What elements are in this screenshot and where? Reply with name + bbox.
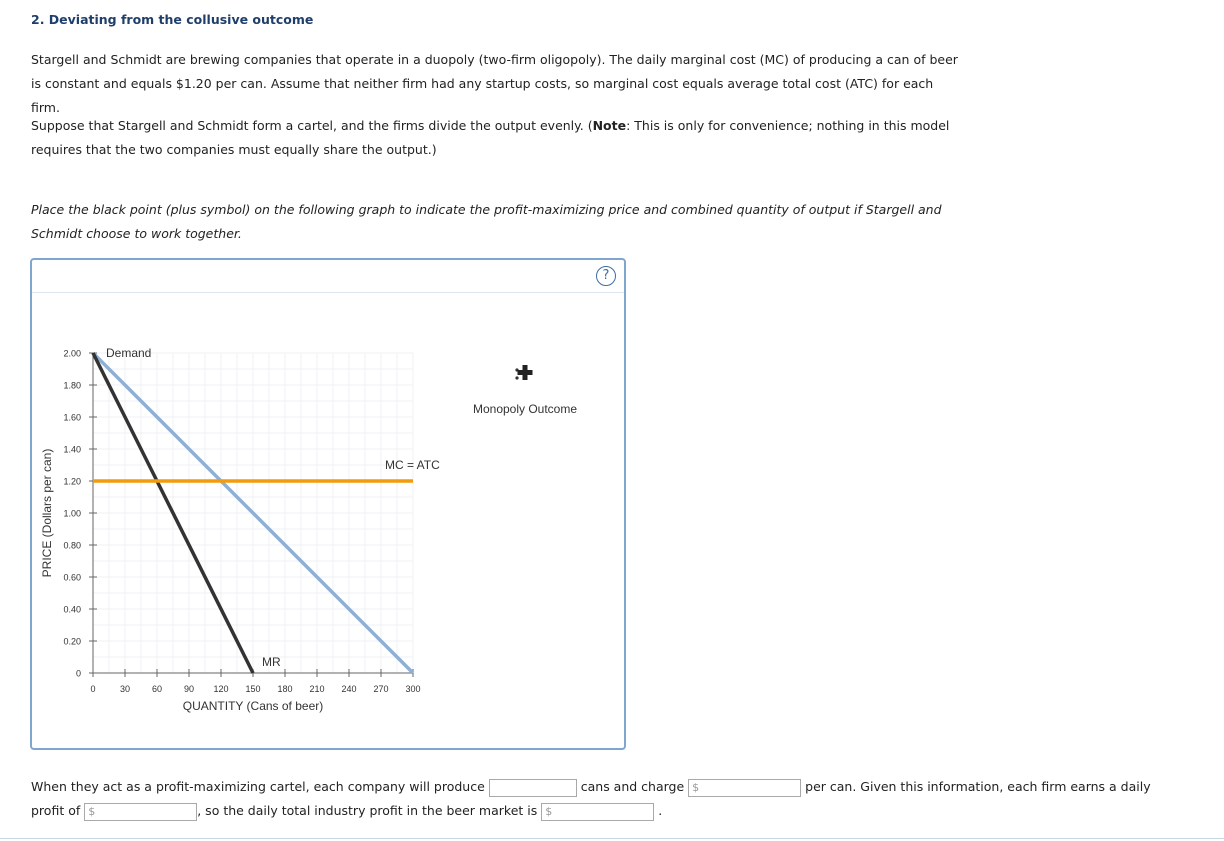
x-tick-label: 0 bbox=[90, 684, 96, 694]
price-currency: $ bbox=[692, 780, 700, 794]
plus-icon[interactable] bbox=[518, 365, 533, 380]
answer-text-1: When they act as a profit-maximizing cartel, each company will produce bbox=[31, 779, 485, 794]
y-tick-label: 0.60 bbox=[63, 572, 81, 583]
y-tick-label: 1.80 bbox=[63, 380, 81, 391]
x-axis-title: QUANTITY (Cans of beer) bbox=[182, 699, 324, 713]
y-tick-label: 0.80 bbox=[63, 540, 81, 551]
firm-profit-currency: $ bbox=[88, 804, 96, 818]
cartel-paragraph bbox=[31, 114, 961, 162]
y-tick-label: 0 bbox=[75, 668, 81, 679]
x-tick-label: 270 bbox=[373, 684, 389, 694]
y-tick-label: 1.40 bbox=[63, 444, 81, 455]
firm-profit-input[interactable] bbox=[84, 803, 197, 821]
tool-dot-bottom bbox=[515, 376, 518, 379]
cartel-text-pre: Suppose that Stargell and Schmidt form a cartel, and the firms divide the output evenly. ( bbox=[31, 118, 593, 133]
y-tick-label: 2.00 bbox=[63, 348, 81, 359]
monopoly-outcome-label: Monopoly Outcome bbox=[472, 402, 578, 416]
question-title: 2. Deviating from the collusive outcome bbox=[31, 12, 314, 27]
answer-text-3: per can. Given this information, each firm earns a daily profit of bbox=[31, 779, 1151, 818]
y-tick-label: 0.20 bbox=[63, 636, 81, 647]
answer-section bbox=[31, 775, 1181, 823]
graph-svg bbox=[32, 260, 624, 748]
help-icon[interactable]: ? bbox=[596, 266, 616, 286]
y-ticks bbox=[63, 349, 97, 679]
note-label: Note bbox=[592, 118, 627, 133]
quantity-input[interactable] bbox=[489, 779, 577, 797]
monopoly-outcome-tool[interactable] bbox=[473, 365, 577, 416]
x-tick-label: 150 bbox=[245, 684, 261, 694]
x-tick-label: 180 bbox=[277, 684, 293, 694]
x-tick-label: 240 bbox=[341, 684, 357, 694]
demand-label: Demand bbox=[106, 346, 152, 360]
x-tick-label: 30 bbox=[119, 684, 131, 694]
y-tick-label: 1.00 bbox=[63, 508, 81, 519]
mr-label: MR bbox=[262, 655, 281, 669]
y-tick-label: 1.60 bbox=[63, 412, 81, 423]
footer-divider bbox=[0, 838, 1224, 839]
industry-profit-input[interactable] bbox=[541, 803, 654, 821]
y-axis-title: PRICE (Dollars per can) bbox=[40, 448, 54, 578]
intro-paragraph: Stargell and Schmidt are brewing companies that operate in a duopoly (two-firm oligopoly). The daily marginal cost (MC) of producing a can of beer is constant and equals $1.20 per can. Assume that neither firm had any startup costs, so marginal cost equals average total cost (ATC) for each firm. bbox=[31, 52, 958, 115]
y-tick-label: 0.40 bbox=[63, 604, 81, 615]
cartel-text-post: : This is only for convenience; nothing in this model requires that the two companies must equally share the output.) bbox=[31, 118, 950, 157]
mc-atc-label: MC = ATC bbox=[385, 458, 440, 472]
x-tick-label: 90 bbox=[183, 684, 195, 694]
y-tick-label: 1.20 bbox=[63, 476, 81, 487]
answer-text-5: . bbox=[658, 803, 663, 818]
x-tick-label: 300 bbox=[405, 684, 421, 694]
answer-text-2: cans and charge bbox=[580, 779, 685, 794]
x-tick-label: 210 bbox=[309, 684, 325, 694]
price-input[interactable] bbox=[688, 779, 801, 797]
instruction-text: Place the black point (plus symbol) on the following graph to indicate the profit-maximizing price and combined quantity of output if Stargell and Schmidt choose to work together. bbox=[31, 202, 942, 241]
industry-profit-currency: $ bbox=[545, 804, 553, 818]
x-tick-label: 60 bbox=[151, 684, 163, 694]
x-tick-label: 120 bbox=[213, 684, 229, 694]
answer-text-4: , so the daily total industry profit in the beer market is bbox=[197, 803, 538, 818]
graph-widget bbox=[30, 258, 626, 750]
